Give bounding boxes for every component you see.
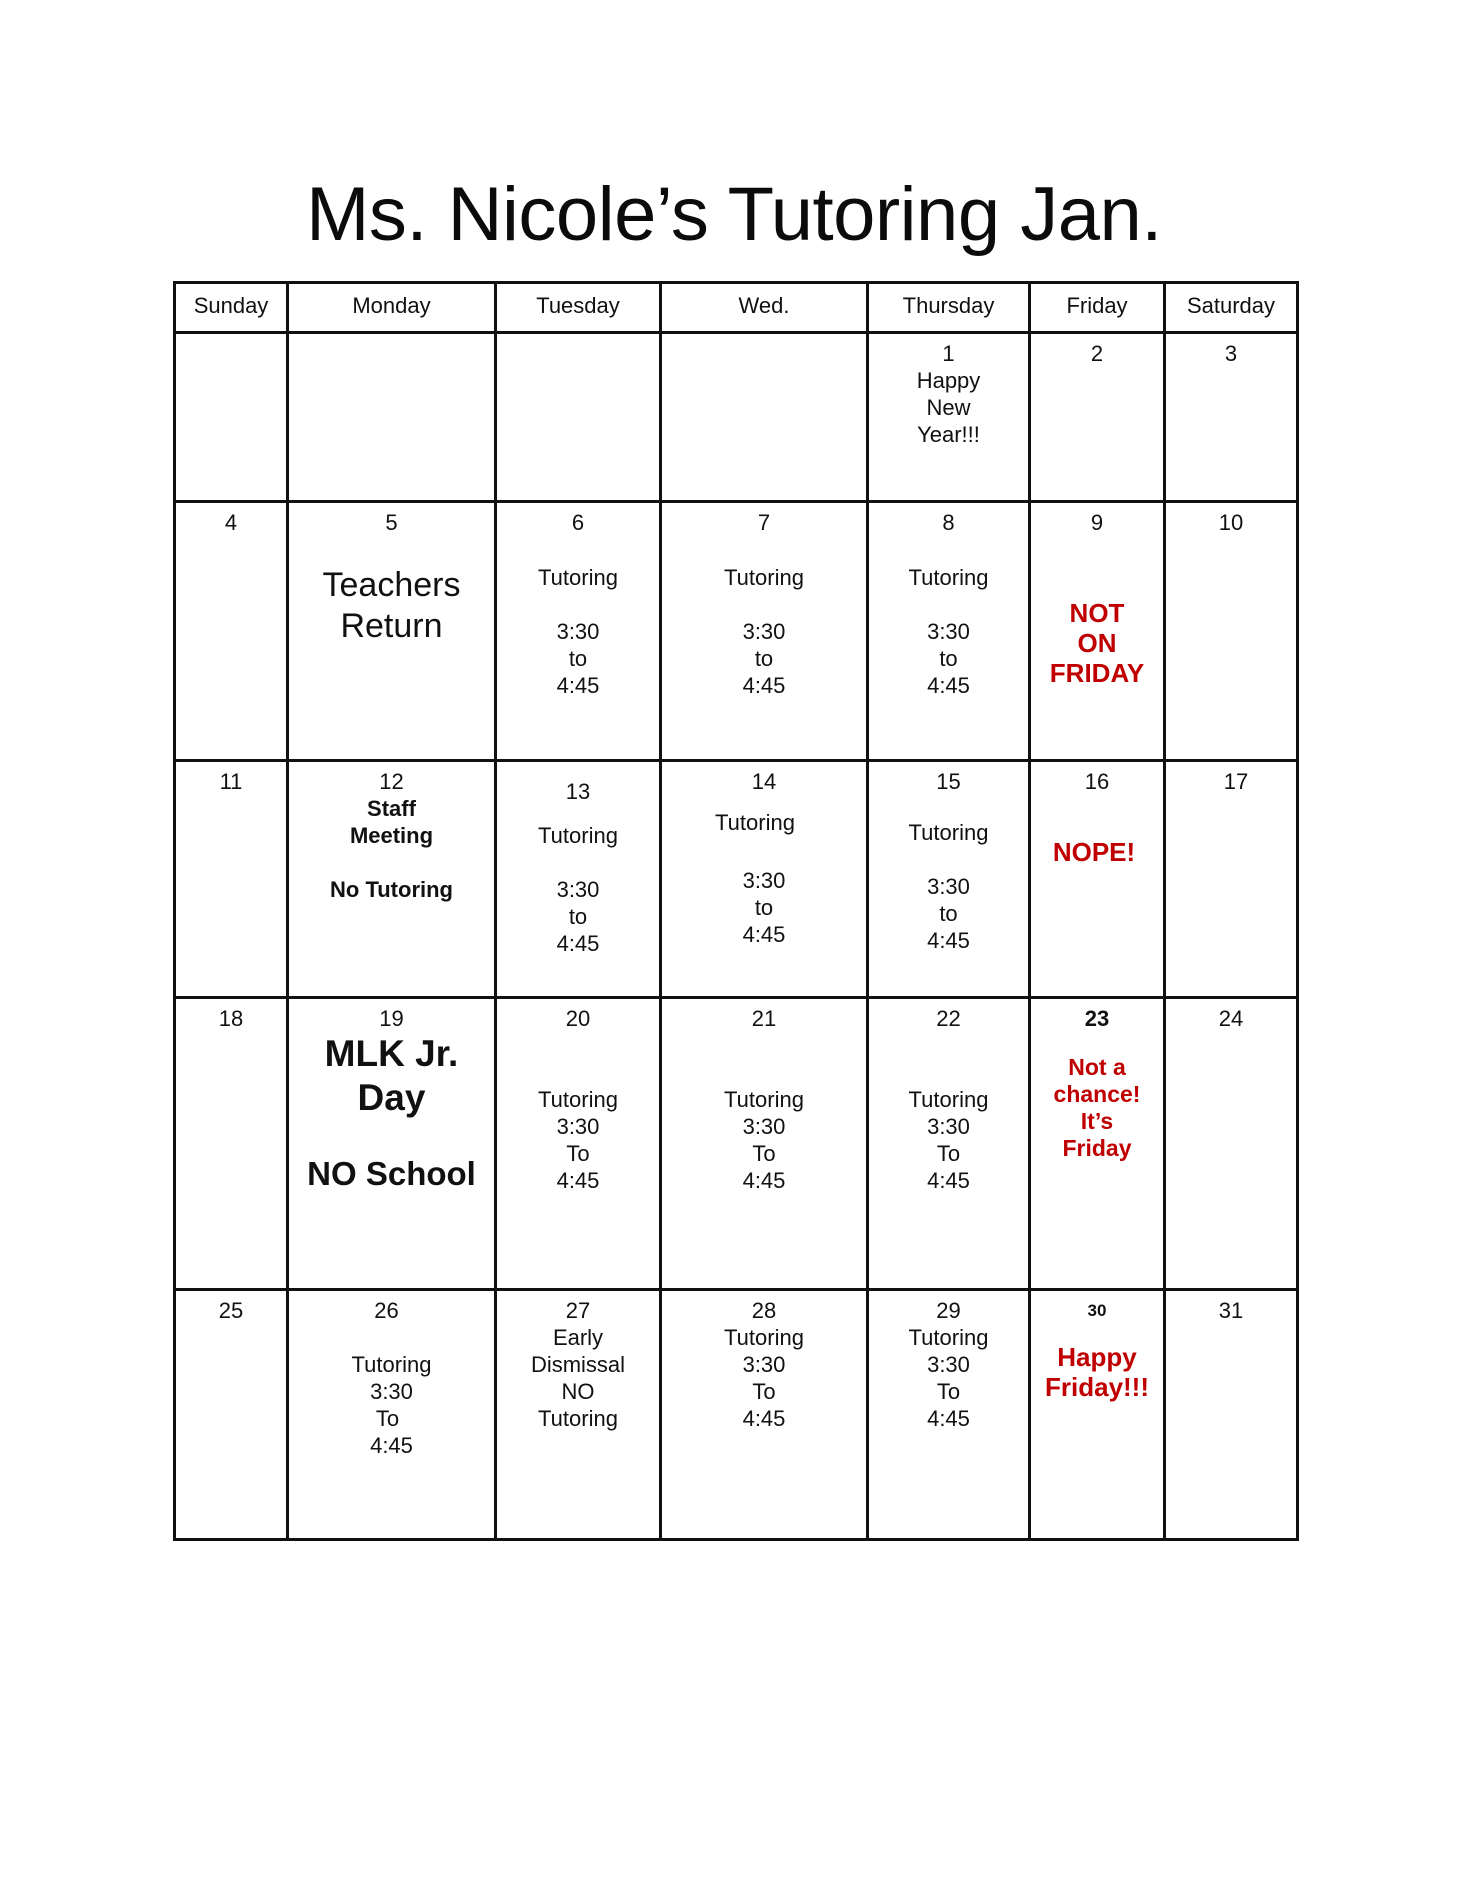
day-cell-4 xyxy=(175,502,288,761)
day-cell-11 xyxy=(175,761,288,998)
header-saturday: Saturday xyxy=(1165,283,1298,333)
day-cell-3 xyxy=(1165,333,1298,502)
time-sep: to xyxy=(568,646,588,671)
day-number: 26 xyxy=(374,1298,399,1323)
time-sep: to xyxy=(939,646,958,671)
tutoring-label: Tutoring xyxy=(538,823,618,848)
day-cell-30 xyxy=(1030,1290,1165,1540)
tutoring-label: Tutoring xyxy=(908,1087,989,1112)
day-number: 31 xyxy=(1218,1298,1244,1323)
day-cell-21 xyxy=(661,998,868,1290)
time-end: 4:45 xyxy=(742,673,786,698)
tutoring-label: Tutoring xyxy=(908,820,989,845)
day-cell-5 xyxy=(288,502,496,761)
day-note: Tutoring xyxy=(538,1406,618,1431)
tutoring-label: Tutoring xyxy=(724,1325,804,1350)
day-cell-22 xyxy=(868,998,1030,1290)
day-number: 28 xyxy=(751,1298,777,1323)
time-start: 3:30 xyxy=(742,1114,786,1139)
time-sep: To xyxy=(936,1141,961,1166)
day-note: Year!!! xyxy=(917,422,980,447)
day-cell-empty xyxy=(175,333,288,502)
week-row-2 xyxy=(175,502,1298,761)
day-number: 13 xyxy=(565,779,591,804)
time-start: 3:30 xyxy=(556,619,600,644)
day-number: 18 xyxy=(218,1006,244,1031)
header-wednesday: Wed. xyxy=(661,283,868,333)
no-tutoring-note: NOT xyxy=(1069,598,1125,628)
time-end: 4:45 xyxy=(370,1433,413,1458)
day-number: 20 xyxy=(565,1006,591,1031)
day-note: No Tutoring xyxy=(330,877,453,902)
day-number: 6 xyxy=(571,510,585,535)
time-end: 4:45 xyxy=(742,1406,786,1431)
time-sep: to xyxy=(754,646,774,671)
no-tutoring-note: Friday xyxy=(1062,1135,1132,1161)
day-cell-24 xyxy=(1165,998,1298,1290)
time-start: 3:30 xyxy=(556,877,600,902)
day-number: 10 xyxy=(1218,510,1244,535)
time-start: 3:30 xyxy=(742,1352,786,1377)
tutoring-label: Tutoring xyxy=(724,1087,804,1112)
day-number: 8 xyxy=(942,510,955,535)
header-friday: Friday xyxy=(1030,283,1165,333)
day-note: New xyxy=(926,395,971,420)
day-cell-15 xyxy=(868,761,1030,998)
header-sunday: Sunday xyxy=(175,283,288,333)
holiday-title: Day xyxy=(357,1077,426,1118)
day-number: 19 xyxy=(379,1006,404,1031)
tutoring-label: Tutoring xyxy=(724,565,804,590)
time-start: 3:30 xyxy=(927,1352,970,1377)
day-cell-16 xyxy=(1030,761,1165,998)
time-sep: To xyxy=(752,1141,776,1166)
day-number: 23 xyxy=(1084,1006,1110,1031)
day-number: 5 xyxy=(385,510,398,535)
day-note: Return xyxy=(340,607,443,645)
day-note: NO xyxy=(561,1379,595,1404)
day-number: 24 xyxy=(1218,1006,1244,1031)
day-cell-6 xyxy=(496,502,661,761)
tutoring-label: Tutoring xyxy=(538,565,618,590)
page-title: Ms. Nicole’s Tutoring Jan. xyxy=(306,172,1162,257)
day-note: Dismissal xyxy=(530,1352,626,1377)
weekday-header-row xyxy=(175,283,1298,333)
time-sep: To xyxy=(375,1406,400,1431)
time-end: 4:45 xyxy=(742,1168,786,1193)
time-end: 4:45 xyxy=(556,931,600,956)
day-cell-empty xyxy=(661,333,868,502)
day-number: 27 xyxy=(565,1298,591,1323)
day-cell-empty xyxy=(288,333,496,502)
day-number: 30 xyxy=(1087,1301,1107,1320)
day-note: Staff xyxy=(367,796,416,821)
day-note: Early xyxy=(552,1325,604,1350)
header-tuesday: Tuesday xyxy=(496,283,661,333)
day-number: 9 xyxy=(1090,510,1104,535)
day-cell-12 xyxy=(288,761,496,998)
time-sep: To xyxy=(752,1379,776,1404)
day-cell-26 xyxy=(288,1290,496,1540)
day-number: 21 xyxy=(751,1006,777,1031)
day-cell-13 xyxy=(496,761,661,998)
day-number: 1 xyxy=(942,341,955,366)
day-number: 15 xyxy=(936,769,961,794)
day-number: 22 xyxy=(936,1006,961,1031)
day-number: 11 xyxy=(219,769,243,794)
no-tutoring-note: It’s xyxy=(1080,1108,1114,1134)
tutoring-label: Tutoring xyxy=(715,810,795,835)
time-end: 4:45 xyxy=(927,1406,970,1431)
friday-note: Friday!!! xyxy=(1045,1372,1149,1402)
day-number: 3 xyxy=(1224,341,1238,366)
tutoring-label: Tutoring xyxy=(908,565,989,590)
day-number: 7 xyxy=(757,510,771,535)
day-cell-28 xyxy=(661,1290,868,1540)
day-cell-2 xyxy=(1030,333,1165,502)
day-number: 4 xyxy=(224,510,238,535)
week-row-4 xyxy=(175,998,1298,1290)
time-start: 3:30 xyxy=(742,868,786,893)
time-end: 4:45 xyxy=(742,922,786,947)
time-sep: To xyxy=(936,1379,961,1404)
friday-note: Happy xyxy=(1057,1342,1137,1372)
day-note: Happy xyxy=(916,368,981,393)
no-tutoring-note: chance! xyxy=(1053,1081,1141,1107)
no-tutoring-note: ON xyxy=(1077,628,1117,658)
time-sep: To xyxy=(566,1141,590,1166)
week-row-1 xyxy=(175,333,1298,502)
day-cell-31 xyxy=(1165,1290,1298,1540)
day-cell-empty xyxy=(496,333,661,502)
time-start: 3:30 xyxy=(370,1379,413,1404)
week-row-3 xyxy=(175,761,1298,998)
day-cell-25 xyxy=(175,1290,288,1540)
week-row-5 xyxy=(175,1290,1298,1540)
day-cell-27 xyxy=(496,1290,661,1540)
time-sep: to xyxy=(568,904,588,929)
time-start: 3:30 xyxy=(927,1114,970,1139)
day-cell-10 xyxy=(1165,502,1298,761)
day-number: 29 xyxy=(936,1298,961,1323)
day-note: Teachers xyxy=(322,566,461,604)
time-sep: to xyxy=(939,901,958,926)
day-note: Meeting xyxy=(349,823,434,848)
no-tutoring-note: NOPE! xyxy=(1052,837,1136,867)
day-cell-9 xyxy=(1030,502,1165,761)
day-cell-19 xyxy=(288,998,496,1290)
day-cell-17 xyxy=(1165,761,1298,998)
day-cell-29 xyxy=(868,1290,1030,1540)
time-start: 3:30 xyxy=(927,874,970,899)
time-end: 4:45 xyxy=(927,673,970,698)
day-number: 14 xyxy=(751,769,777,794)
calendar-table xyxy=(173,281,1299,1541)
time-end: 4:45 xyxy=(927,1168,970,1193)
day-cell-1 xyxy=(868,333,1030,502)
day-cell-23 xyxy=(1030,998,1165,1290)
holiday-title: MLK Jr. xyxy=(324,1033,459,1074)
time-start: 3:30 xyxy=(556,1114,600,1139)
day-cell-7 xyxy=(661,502,868,761)
no-school-note: NO School xyxy=(307,1155,476,1192)
time-start: 3:30 xyxy=(742,619,786,644)
day-cell-8 xyxy=(868,502,1030,761)
day-cell-20 xyxy=(496,998,661,1290)
time-start: 3:30 xyxy=(927,619,970,644)
day-number: 2 xyxy=(1090,341,1104,366)
time-end: 4:45 xyxy=(556,1168,600,1193)
tutoring-label: Tutoring xyxy=(538,1087,618,1112)
no-tutoring-note: FRIDAY xyxy=(1049,658,1145,688)
header-thursday: Thursday xyxy=(868,283,1030,333)
day-number: 25 xyxy=(218,1298,244,1323)
day-number: 12 xyxy=(379,769,404,794)
day-cell-14 xyxy=(661,761,868,998)
day-number: 16 xyxy=(1084,769,1110,794)
time-end: 4:45 xyxy=(927,928,970,953)
tutoring-label: Tutoring xyxy=(351,1352,432,1377)
day-number: 17 xyxy=(1223,769,1249,794)
no-tutoring-note: Not a xyxy=(1068,1054,1126,1080)
time-end: 4:45 xyxy=(556,673,600,698)
header-monday: Monday xyxy=(288,283,496,333)
day-cell-18 xyxy=(175,998,288,1290)
time-sep: to xyxy=(754,895,774,920)
tutoring-label: Tutoring xyxy=(908,1325,989,1350)
